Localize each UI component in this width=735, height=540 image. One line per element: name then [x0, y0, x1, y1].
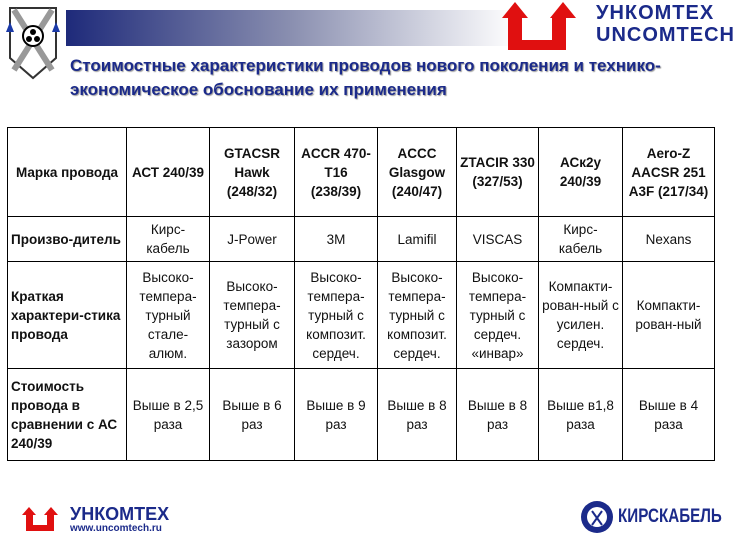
row-header: Стоимость провода в сравнении с АС 240/39 — [8, 369, 127, 461]
header-cell: АСк2у 240/39 — [539, 128, 623, 217]
page-title: Стоимостные характеристики проводов нового поколения и технико-экономическое обоснование их применения — [70, 56, 661, 99]
table-header-row — [8, 128, 715, 217]
uncomtech-arrows-icon — [500, 0, 590, 56]
table-cell: Выше в 8 раз — [457, 369, 539, 461]
table-cell: Выше в 8 раз — [378, 369, 457, 461]
table-cell: Компакти-рован-ный с усилен. сердеч. — [539, 262, 623, 369]
logo-line1: УНКОМТЕХ — [596, 2, 715, 24]
table-cell: Lamifil — [378, 217, 457, 262]
header-cell: ACCC Glasgow (240/47) — [378, 128, 457, 217]
table-cell: VISCAS — [457, 217, 539, 262]
row-header: Произво-дитель — [8, 217, 127, 262]
table-cell: Выше в1,8 раза — [539, 369, 623, 461]
table-row — [8, 369, 715, 461]
header-cell: ACCR 470-T16 (238/39) — [295, 128, 378, 217]
table-cell: Выше в 9 раз — [295, 369, 378, 461]
uncomtech-arrows-icon — [22, 505, 66, 533]
table-cell: Высоко-темпера-турный с композит. сердеч. — [295, 262, 378, 369]
header-cell: Марка провода — [8, 128, 127, 217]
table-cell: Высоко-темпера-турный с композит. сердеч. — [378, 262, 457, 369]
uncomtech-name: УНКОМТЕХ — [70, 504, 170, 524]
table-cell: J-Power — [210, 217, 295, 262]
emblem-logo-icon — [4, 2, 62, 84]
table-cell: Высоко-темпера-турный с сердеч. «инвар» — [457, 262, 539, 369]
table-cell: Кирс-кабель — [539, 217, 623, 262]
header-cell: GTACSR Hawk (248/32) — [210, 128, 295, 217]
header-cell: ZTACIR 330 (327/53) — [457, 128, 539, 217]
header-gradient-band — [66, 10, 516, 46]
table-cell: Высоко-темпера-турный стале-алюм. — [127, 262, 210, 369]
table-cell: Nexans — [623, 217, 715, 262]
table-row — [8, 262, 715, 369]
row-header: Краткая характери-стика провода — [8, 262, 127, 369]
uncomtech-url[interactable]: www.uncomtech.ru — [70, 523, 162, 534]
header-cell: АСТ 240/39 — [127, 128, 210, 217]
table-cell: Выше в 4 раза — [623, 369, 715, 461]
logo-line2: UNCOMTECH — [596, 24, 735, 46]
table-cell: 3M — [295, 217, 378, 262]
table-cell: Выше в 6 раз — [210, 369, 295, 461]
kirskabel-name: КИРСКАБЕЛЬ — [618, 506, 722, 527]
wire-comparison-table — [7, 127, 715, 461]
table-cell: Компакти-рован-ный — [623, 262, 715, 369]
table-cell: Высоко-темпера-турный с зазором — [210, 262, 295, 369]
kirskabel-emblem-icon — [580, 500, 614, 534]
table-cell: Выше в 2,5 раза — [127, 369, 210, 461]
header-cell: Aero-Z AACSR 251 A3F (217/34) — [623, 128, 715, 217]
uncomtech-top-logo — [500, 0, 735, 56]
table-cell: Кирс-кабель — [127, 217, 210, 262]
table-row — [8, 217, 715, 262]
